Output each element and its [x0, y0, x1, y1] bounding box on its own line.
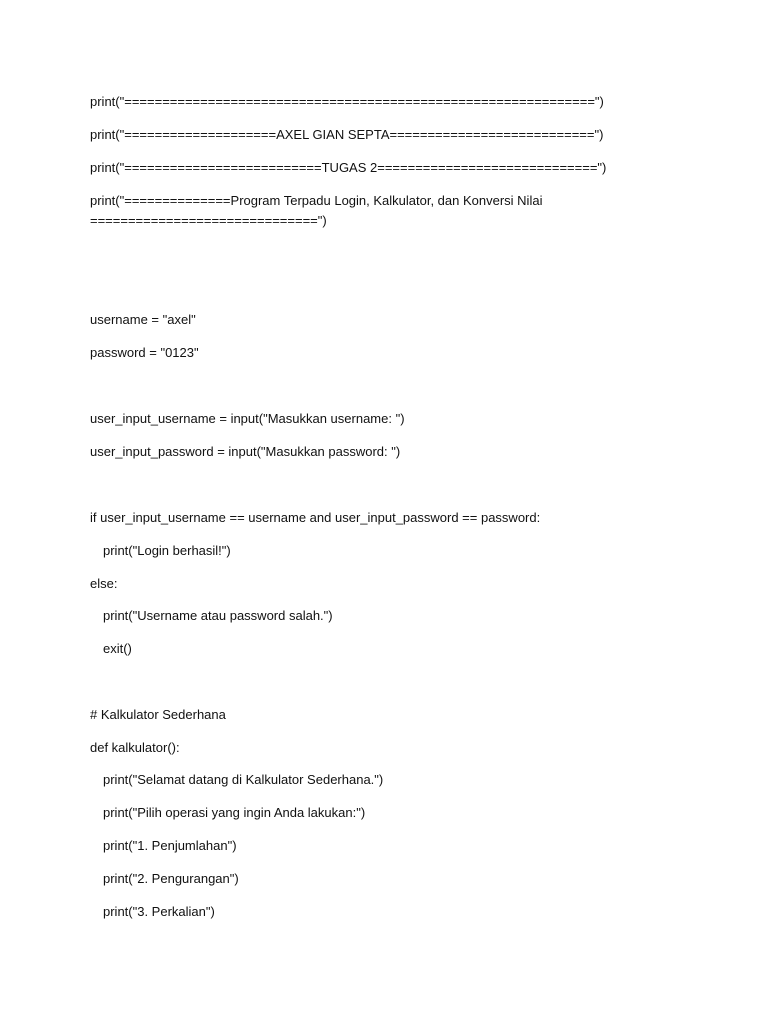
code-line: # Kalkulator Sederhana [90, 707, 226, 722]
code-line: password = "0123" [90, 345, 199, 360]
code-line: else: [90, 576, 118, 591]
code-line: print("==========================TUGAS 2=============================") [90, 160, 607, 175]
code-line: print("2. Pengurangan") [103, 871, 239, 886]
code-line: print("Login berhasil!") [103, 543, 231, 558]
code-line: if user_input_username == username and user_input_password == password: [90, 510, 541, 525]
code-line: print("==============Program Terpadu Login, Kalkulator, dan Konversi Nilai [90, 193, 543, 208]
code-line: exit() [103, 641, 132, 656]
code-line: print("Pilih operasi yang ingin Anda lakukan:") [103, 805, 366, 820]
code-line: print("3. Perkalian") [103, 904, 215, 919]
code-line: print("====================AXEL GIAN SEPTA===========================") [90, 127, 604, 142]
code-line: def kalkulator(): [90, 740, 180, 755]
code-line: ==============================") [90, 213, 327, 228]
code-line: user_input_password = input("Masukkan password: ") [90, 444, 401, 459]
code-line: username = "axel" [90, 312, 196, 327]
code-line: print("==============================================================") [90, 94, 604, 109]
code-line: print("Username atau password salah.") [103, 608, 333, 623]
code-line: user_input_username = input("Masukkan username: ") [90, 411, 405, 426]
code-line: print("1. Penjumlahan") [103, 838, 237, 853]
code-line: print("Selamat datang di Kalkulator Sederhana.") [103, 772, 384, 787]
